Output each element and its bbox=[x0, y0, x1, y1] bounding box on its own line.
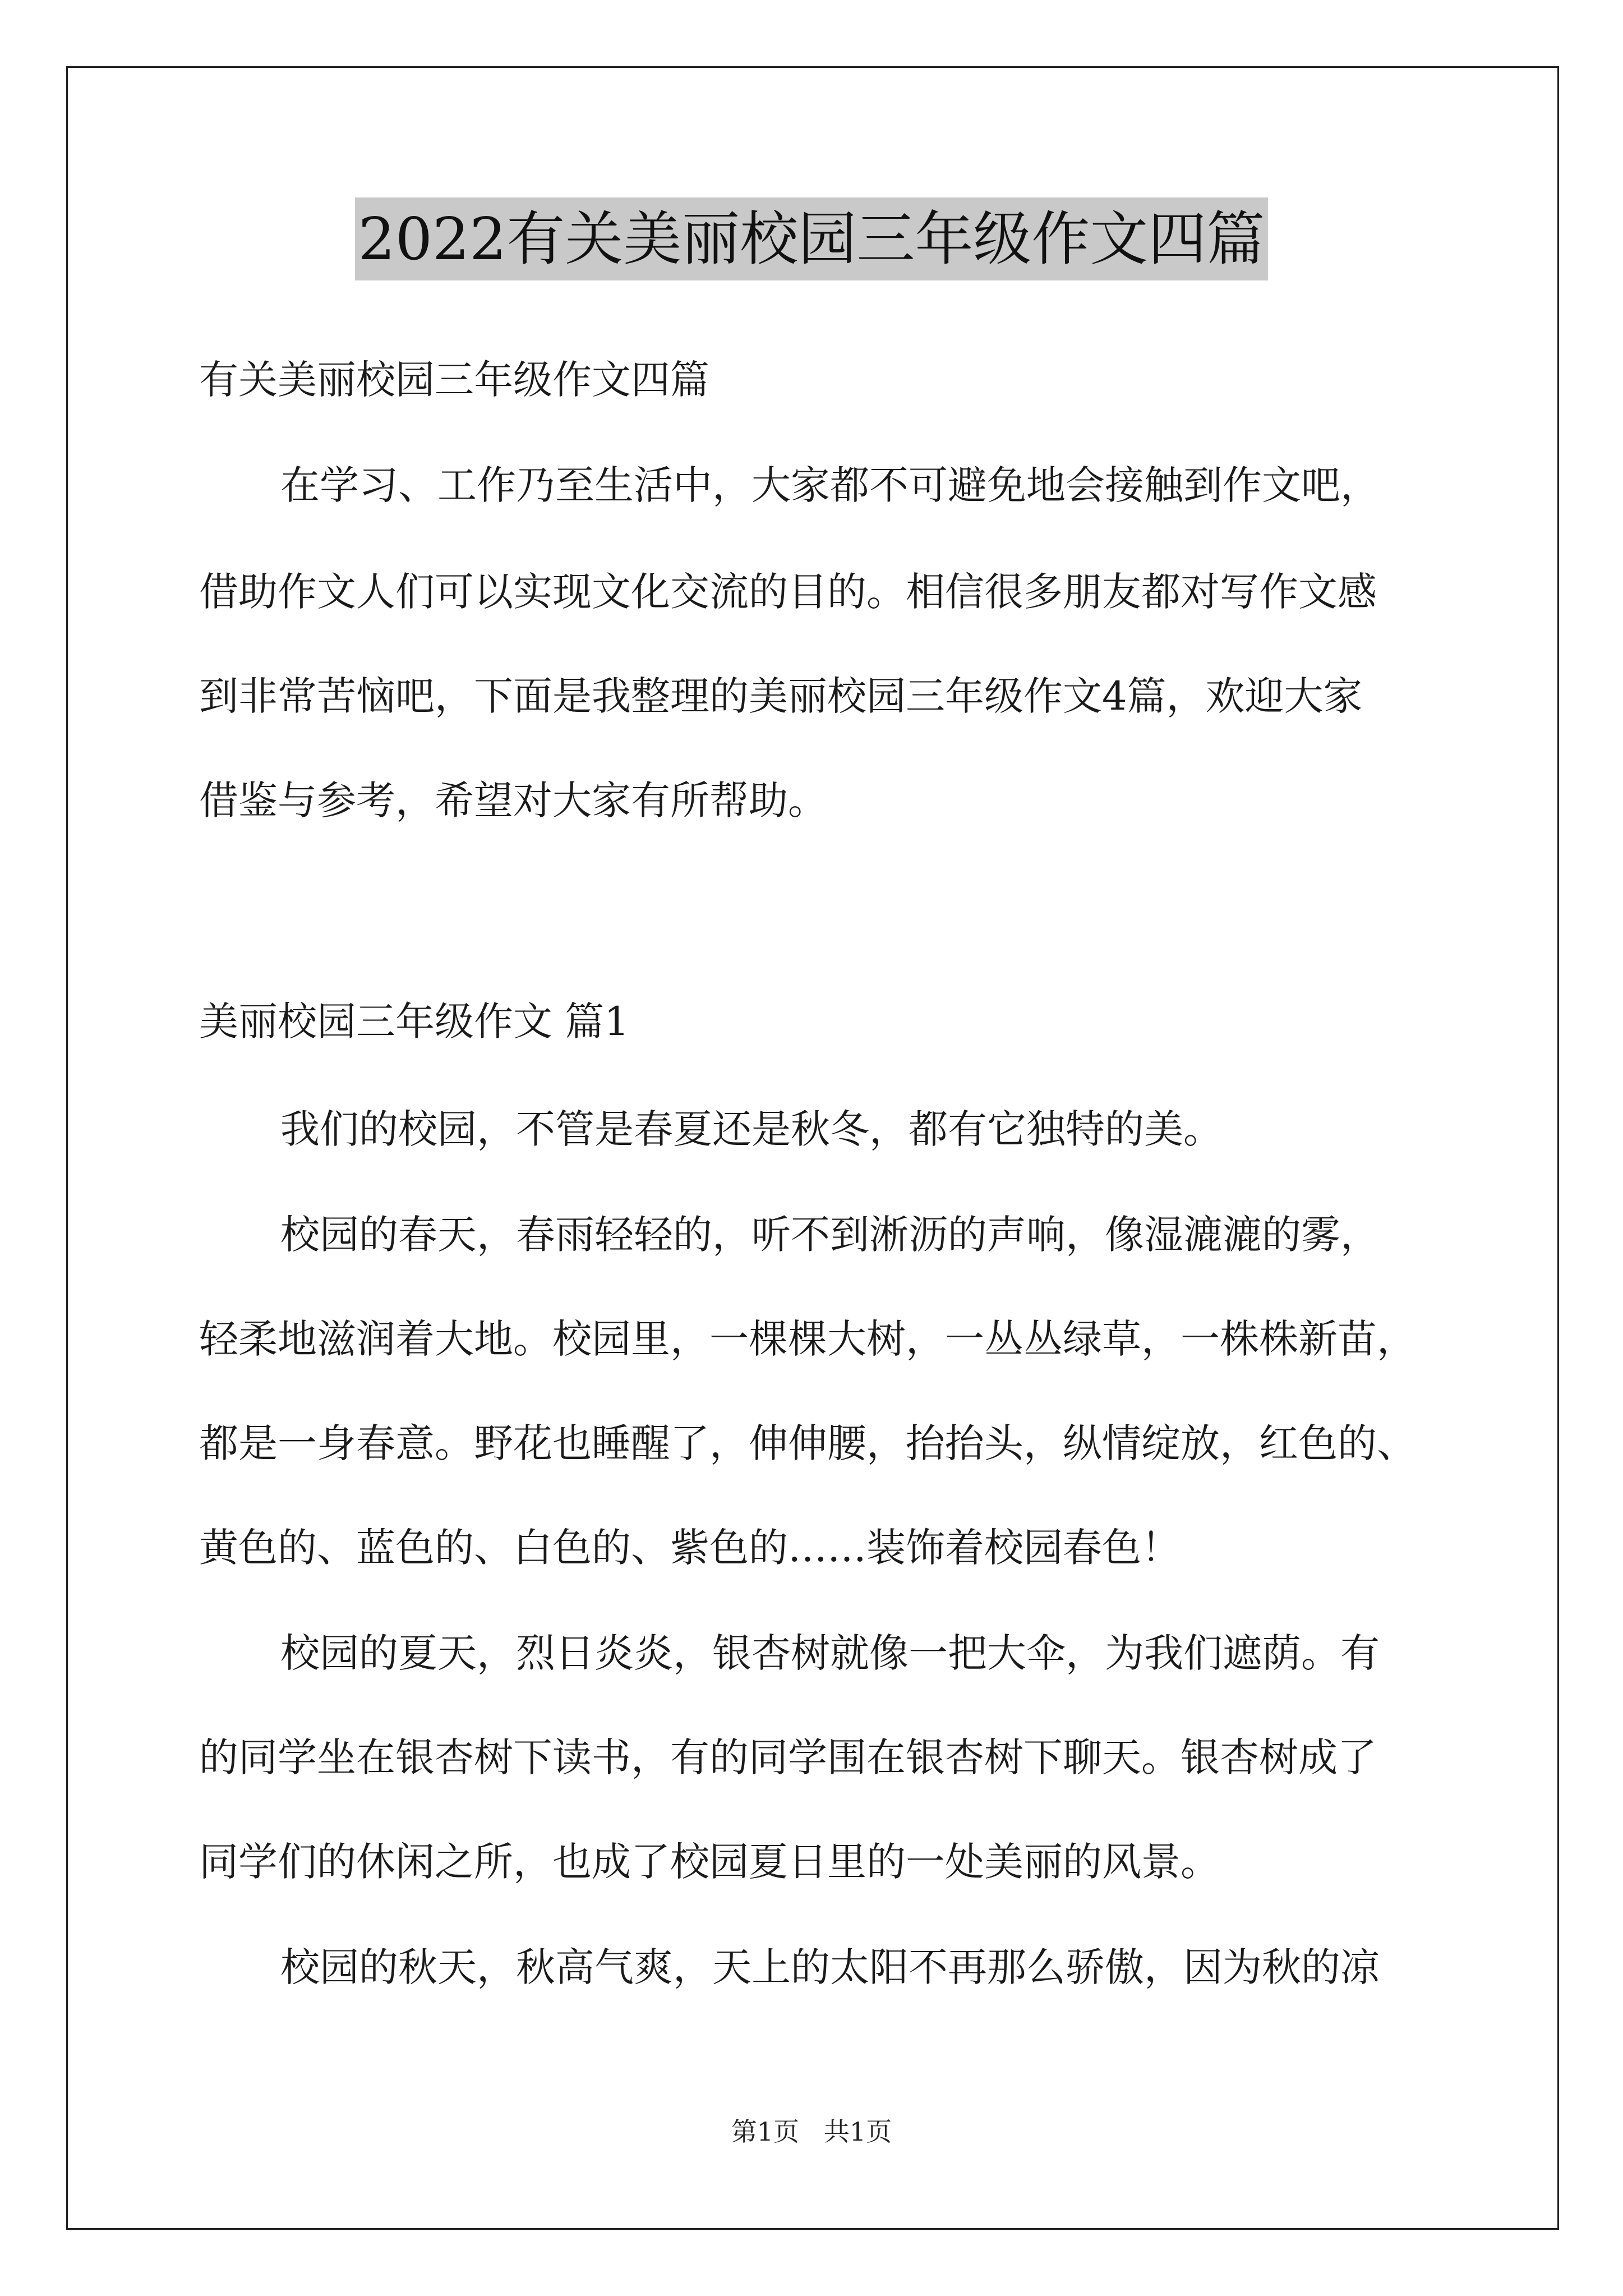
body-line: 校园的夏天，烈日炎炎，银杏树就像一把大伞，为我们遮荫。有 bbox=[280, 1630, 1380, 1676]
intro-line: 借助作文人们可以实现文化交流的目的。相信很多朋友都对写作文感 bbox=[199, 569, 1377, 615]
page-footer: 第1页 共1页 bbox=[731, 2116, 892, 2147]
body-line: 校园的春天，春雨轻轻的，听不到淅沥的声响，像湿漉漉的雾， bbox=[280, 1212, 1380, 1258]
document-title: 2022有关美丽校园三年级作文四篇 bbox=[355, 197, 1269, 280]
document-subtitle: 有关美丽校园三年级作文四篇 bbox=[199, 357, 709, 403]
body-line: 轻柔地滋润着大地。校园里，一棵棵大树，一丛丛绿草，一株株新苗， bbox=[199, 1316, 1416, 1362]
body-line: 的同学坐在银杏树下读书，有的同学围在银杏树下聊天。银杏树成了 bbox=[199, 1734, 1377, 1780]
body-line: 我们的校园，不管是春夏还是秋冬，都有它独特的美。 bbox=[280, 1106, 1223, 1152]
intro-line: 在学习、工作乃至生活中，大家都不可避免地会接触到作文吧， bbox=[280, 462, 1380, 508]
body-line: 黄色的、蓝色的、白色的、紫色的……装饰着校园春色！ bbox=[199, 1525, 1181, 1571]
intro-line: 借鉴与参考，希望对大家有所帮助。 bbox=[199, 777, 827, 823]
intro-line: 到非常苦恼吧，下面是我整理的美丽校园三年级作文4篇，欢迎大家 bbox=[199, 673, 1363, 719]
body-line: 校园的秋天，秋高气爽，天上的太阳不再那么骄傲，因为秋的凉 bbox=[280, 1944, 1380, 1990]
body-line: 同学们的休闲之所，也成了校园夏日里的一处美丽的风景。 bbox=[199, 1839, 1220, 1885]
section-heading: 美丽校园三年级作文 篇1 bbox=[199, 999, 629, 1045]
body-line: 都是一身春意。野花也睡醒了，伸伸腰，抬抬头，纵情绽放，红色的、 bbox=[199, 1420, 1416, 1466]
title-container bbox=[0, 197, 1623, 280]
